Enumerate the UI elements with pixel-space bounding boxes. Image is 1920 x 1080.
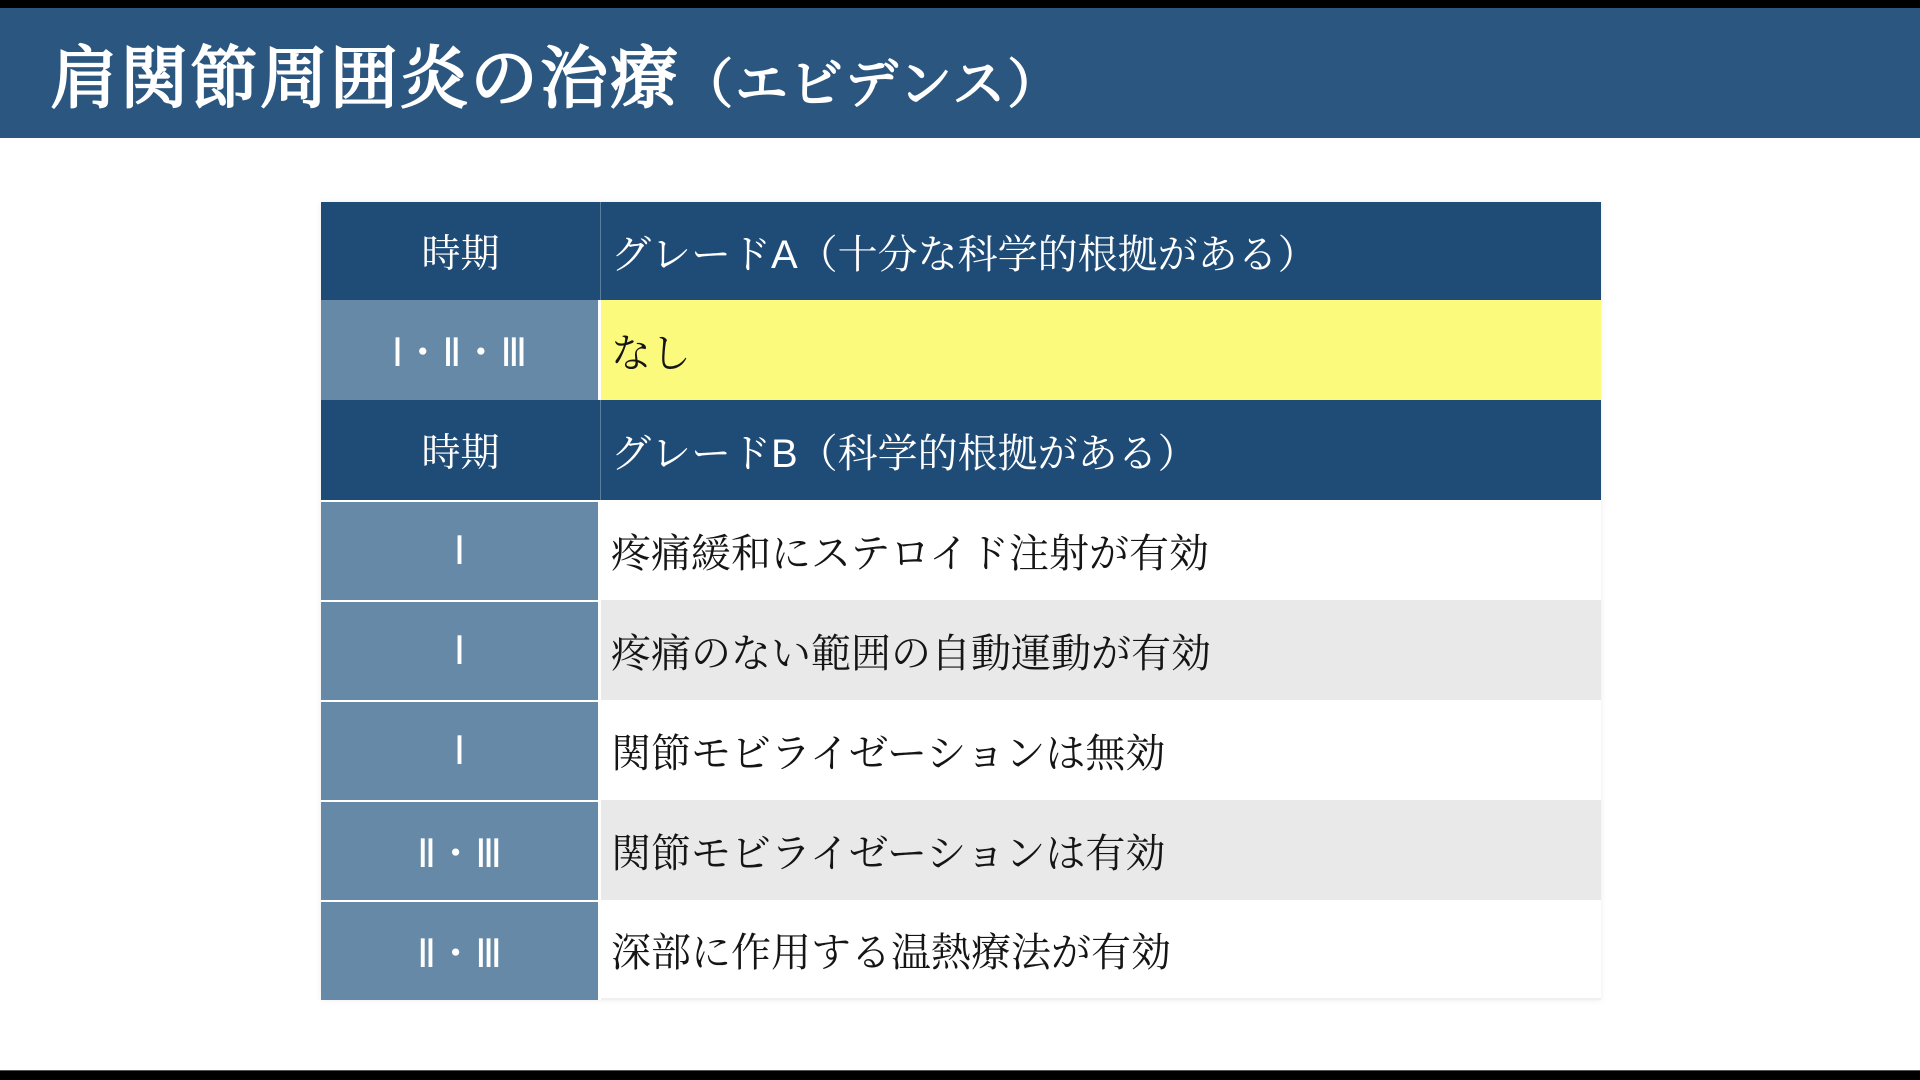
grade-b-header-cell: グレードB（科学的根拠がある）: [601, 400, 1601, 500]
grade-a-header-cell: グレードA（十分な科学的根拠がある）: [601, 202, 1601, 300]
title-bar: [0, 8, 1920, 138]
period-cell: Ⅱ・Ⅲ: [321, 800, 601, 900]
period-cell: Ⅰ・Ⅱ・Ⅲ: [321, 300, 601, 400]
content-cell: 疼痛のない範囲の自動運動が有効: [601, 600, 1601, 700]
table-row: [321, 600, 1601, 700]
bottom-black-bar: [0, 1070, 1920, 1080]
top-black-strip: [0, 0, 1920, 8]
table-row: [321, 800, 1601, 900]
content-cell: 関節モビライゼーションは無効: [601, 700, 1601, 800]
content-cell: 関節モビライゼーションは有効: [601, 800, 1601, 900]
page-title-sub: （エビデンス）: [680, 54, 1063, 114]
table-row-grade-a-none: [321, 300, 1601, 400]
period-cell: Ⅰ: [321, 500, 601, 600]
table-row: [321, 700, 1601, 800]
table-row: [321, 500, 1601, 600]
table-header-row-grade-a: [321, 202, 1601, 300]
period-cell: Ⅰ: [321, 700, 601, 800]
period-header-cell: 時期: [321, 202, 601, 300]
page-title: [50, 25, 1062, 122]
table-header-row-grade-b: [321, 400, 1601, 500]
period-header-cell: 時期: [321, 400, 601, 500]
page-title-main: 肩関節周囲炎の治療: [50, 40, 681, 117]
evidence-table: [321, 202, 1601, 1000]
table-row: [321, 900, 1601, 1000]
period-cell: Ⅰ: [321, 600, 601, 700]
period-cell: Ⅱ・Ⅲ: [321, 900, 601, 1000]
content-cell-highlight: なし: [601, 300, 1601, 400]
content-cell: 疼痛緩和にステロイド注射が有効: [601, 500, 1601, 600]
content-cell: 深部に作用する温熱療法が有効: [601, 900, 1601, 1000]
